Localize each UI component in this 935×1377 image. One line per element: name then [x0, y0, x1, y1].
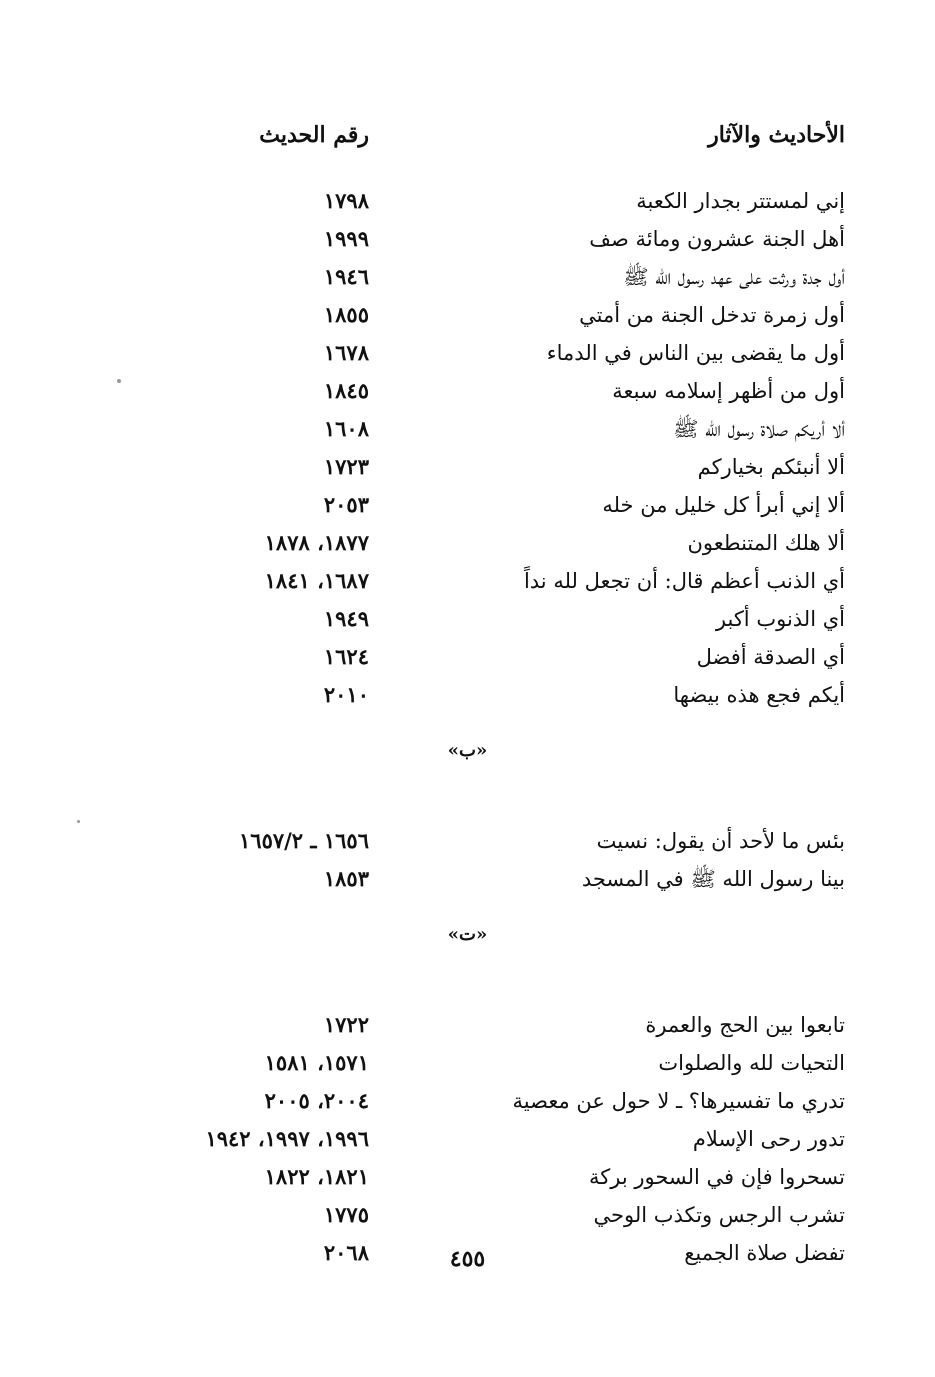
index-row [0, 410, 935, 448]
index-row [0, 524, 935, 562]
index-row [0, 1120, 935, 1158]
hadith-number: ١٥٧١، ١٥٨١ [264, 1050, 369, 1075]
hadith-number: ٢٠٥٣ [323, 492, 369, 517]
hadith-number: ١٨٥٣ [323, 866, 369, 891]
number-column-heading: رقم الحديث [259, 122, 369, 148]
hadith-text: ألا إني أبرأ كل خليل من خله [602, 493, 845, 517]
table-header [0, 122, 935, 162]
hadith-number: ١٧٧٥ [323, 1202, 369, 1227]
hadith-number: ٢٠١٠ [323, 682, 369, 707]
hadith-text: تابعوا بين الحج والعمرة [645, 1013, 845, 1037]
hadith-number: ١٨٧٧، ١٨٧٨ [264, 530, 369, 555]
hadith-number: ٢٠٠٤، ٢٠٠٥ [264, 1088, 369, 1113]
index-row [0, 1044, 935, 1082]
hadith-number: ١٨٤٥ [323, 378, 369, 403]
hadith-text: ألا أريكم صلاة رسول الله ﷺ [673, 417, 845, 441]
hadith-number: ١٩٤٩ [323, 606, 369, 631]
page-number: ٤٥٥ [449, 1246, 486, 1272]
hadith-number: ١٦٢٤ [323, 644, 369, 669]
index-row [0, 1082, 935, 1120]
index-row [0, 1196, 935, 1234]
index-row [0, 448, 935, 486]
index-row [0, 860, 935, 898]
hadith-text: أي الذنب أعظم قال: أن تجعل لله نداً [523, 569, 845, 593]
index-row [0, 600, 935, 638]
hadith-text: أول ما يقضى بين الناس في الدماء [546, 341, 845, 365]
index-row [0, 220, 935, 258]
hadith-text: تدري ما تفسيرها؟ ـ لا حول عن معصية [512, 1089, 845, 1113]
index-row [0, 676, 935, 714]
hadith-text: ألا هلك المتنطعون [687, 531, 845, 555]
hadith-number: ١٧٢٣ [323, 454, 369, 479]
hadith-number: ١٧٢٢ [323, 1012, 369, 1037]
hadith-text: أول زمرة تدخل الجنة من أمتي [579, 303, 845, 327]
hadith-text: أي الصدقة أفضل [696, 645, 845, 669]
index-row [0, 182, 935, 220]
index-row [0, 822, 935, 860]
index-row [0, 258, 935, 296]
hadith-number: ١٨٥٥ [323, 302, 369, 327]
index-row [0, 296, 935, 334]
index-row [0, 334, 935, 372]
index-row [0, 1158, 935, 1196]
section-letter: «ب» [447, 740, 488, 761]
index-row [0, 562, 935, 600]
hadith-text: أول جدة ورثت على عهد رسول الله ﷺ [623, 265, 845, 289]
hadith-text: أول من أظهر إسلامه سبعة [612, 379, 845, 403]
hadith-number: ١٩٩٦، ١٩٩٧، ١٩٤٢ [205, 1126, 369, 1151]
letter-section-heading [0, 898, 935, 1006]
hadith-text: التحيات لله والصلوات [658, 1051, 845, 1075]
hadith-number: ١٦٧٨ [323, 340, 369, 365]
hadith-number: ١٩٩٩ [323, 226, 369, 251]
hadith-number: ١٦٥٦ ـ ١٦٥٧/٢ [239, 828, 369, 853]
hadith-column-heading: الأحاديث والآثار [708, 122, 845, 148]
index-row [0, 372, 935, 410]
letter-section-heading [0, 714, 935, 822]
hadith-number: ١٨٢١، ١٨٢٢ [264, 1164, 369, 1189]
hadith-text: بينا رسول الله ﷺ في المسجد [581, 867, 845, 891]
scan-speck [117, 379, 121, 383]
hadith-text: بئس ما لأحد أن يقول: نسيت [596, 829, 845, 853]
hadith-text: أيكم فجع هذه بيضها [673, 683, 845, 707]
index-row [0, 1006, 935, 1044]
hadith-index-list [0, 182, 935, 1272]
hadith-text: أي الذنوب أكبر [715, 607, 845, 631]
hadith-number: ٢٠٦٨ [323, 1240, 369, 1265]
section-letter: «ت» [447, 924, 488, 945]
hadith-text: إني لمستتر بجدار الكعبة [636, 189, 845, 213]
hadith-text: تدور رحى الإسلام [692, 1127, 845, 1151]
hadith-number: ١٦٨٧، ١٨٤١ [264, 568, 369, 593]
scan-speck [77, 820, 80, 823]
index-row [0, 486, 935, 524]
hadith-text: أهل الجنة عشرون ومائة صف [589, 227, 845, 251]
hadith-text: تشرب الرجس وتكذب الوحي [593, 1203, 845, 1227]
hadith-number: ١٧٩٨ [323, 188, 369, 213]
hadith-text: تسحروا فإن في السحور بركة [589, 1165, 845, 1189]
hadith-text: ألا أنبئكم بخياركم [697, 455, 845, 479]
index-row [0, 638, 935, 676]
hadith-number: ١٦٠٨ [323, 416, 369, 441]
hadith-text: تفضل صلاة الجميع [684, 1241, 845, 1265]
hadith-number: ١٩٤٦ [323, 264, 369, 289]
